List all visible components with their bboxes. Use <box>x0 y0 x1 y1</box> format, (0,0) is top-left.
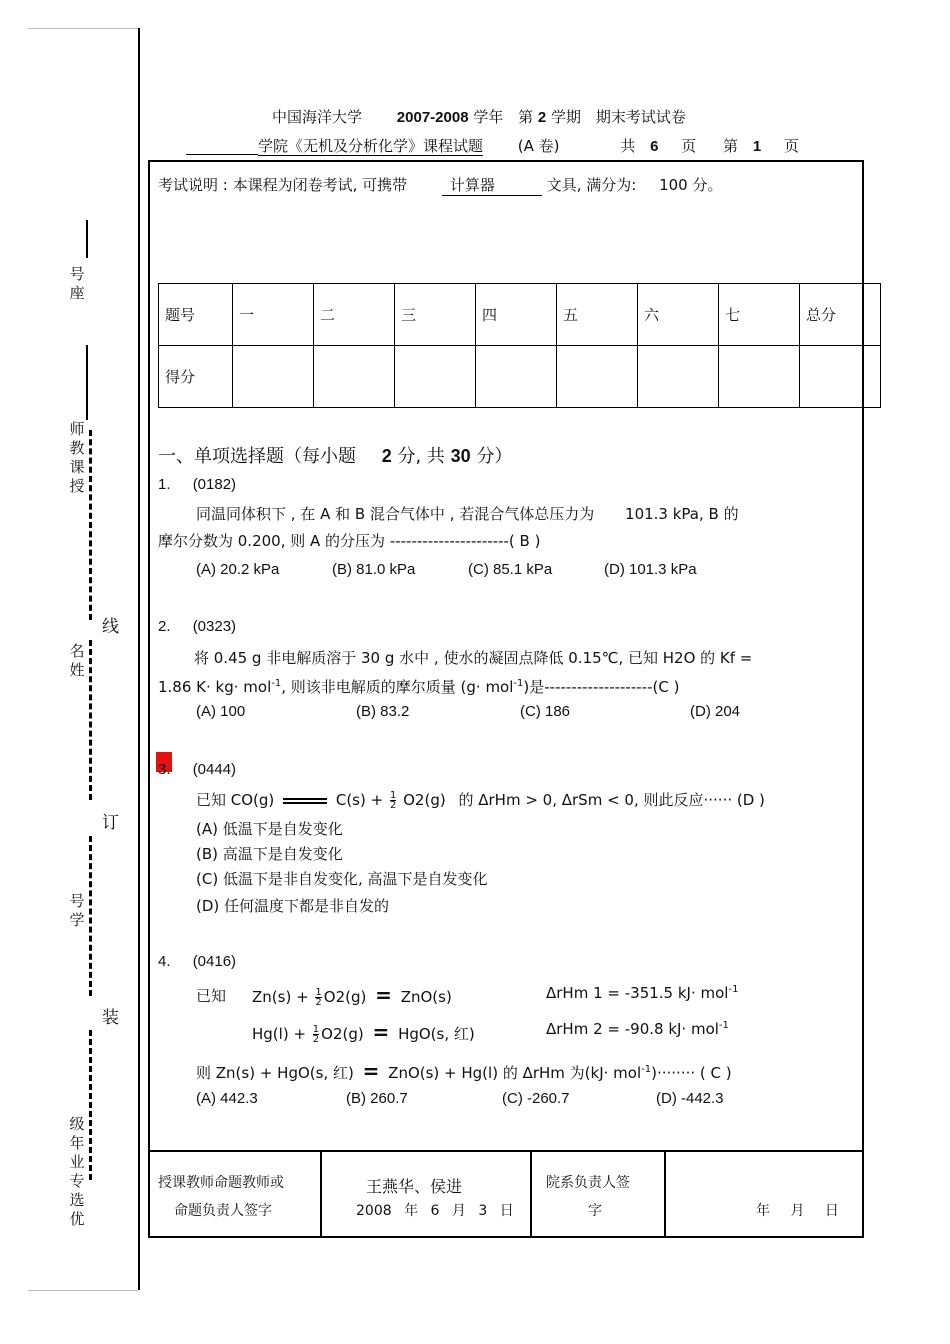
section-title-mid: 分, 共 <box>397 446 445 467</box>
q3-option-a[interactable]: (A) 低温下是自发变化 <box>196 820 343 838</box>
q3-product: C(s) + <box>335 791 384 809</box>
score-table <box>158 283 881 408</box>
cut-line-1 <box>89 430 102 620</box>
equals-sign-icon: = <box>362 1059 380 1083</box>
r2-reactants: Hg(l) + <box>252 1025 307 1043</box>
cut-line-3 <box>89 836 102 996</box>
total-pages: 6 <box>650 138 659 155</box>
equals-sign-icon: = <box>375 983 392 1007</box>
fraction-numerator: 1 <box>389 790 397 801</box>
score-row-label: 得分 <box>159 346 233 408</box>
r1-unit-exponent: -1 <box>728 984 739 995</box>
exam-title: 期末考试试卷 <box>595 108 686 126</box>
page-number: 1 <box>752 138 762 155</box>
q3-option-c[interactable]: (C) 低温下是非自发变化, 高温下是自发变化 <box>196 870 488 888</box>
q2-option-a[interactable]: (A) 100 <box>196 703 246 720</box>
section-total-points: 30 <box>450 446 471 466</box>
q4-r1-enthalpy <box>546 984 738 1002</box>
q4-option-b[interactable]: (B) 260.7 <box>346 1090 408 1107</box>
q4-answer: )········ ( C ) <box>651 1064 732 1082</box>
term-number: 2 <box>537 109 547 126</box>
r1-enthalpy-value: ΔrHm 1 = -351.5 kJ· mol <box>546 984 729 1002</box>
fraction-numerator: 1 <box>312 1024 320 1035</box>
order-label: 订 <box>102 813 119 833</box>
q4-option-d[interactable]: (D) -442.3 <box>656 1090 724 1107</box>
q2-stem-line-2 <box>158 676 679 697</box>
r2-enthalpy-value: ΔrHm 2 = -90.8 kJ· mol <box>546 1020 719 1038</box>
signature-label-line-1: 授课教师命题教师或 <box>158 1175 284 1191</box>
q2-code: (0323) <box>192 618 237 635</box>
seat-underline <box>86 220 88 258</box>
r1-oxygen: O2(g) <box>323 988 367 1006</box>
q2-unit: 1.86 K· kg· mol <box>158 678 272 696</box>
class-label: 级年业专选优 <box>69 1115 85 1228</box>
q2-stem-mid: , 则该非电解质的摩尔质量 (g· mol <box>281 678 514 696</box>
q1-stem-line-1 <box>196 503 739 524</box>
q3-stem <box>196 789 765 810</box>
q1-num: 1. <box>158 476 171 493</box>
fraction-numerator: 1 <box>315 987 322 998</box>
teacher-underline <box>86 345 88 420</box>
score-cell[interactable] <box>395 346 476 408</box>
full-score: 100 分。 <box>659 176 723 194</box>
academic-year: 2007-2008 <box>396 109 469 126</box>
r1-product: ZnO(s) <box>400 988 452 1006</box>
q1-options <box>196 561 697 578</box>
q2-option-d[interactable]: (D) 204 <box>690 703 741 720</box>
score-cell[interactable] <box>719 346 800 408</box>
dept-label-line-1: 院系负责人签 <box>546 1175 630 1191</box>
q1-option-c[interactable]: (C) 85.1 kPa <box>468 561 553 578</box>
q3-num: 3. <box>158 761 171 778</box>
score-cell[interactable] <box>314 346 395 408</box>
school-name: 中国海洋大学 <box>272 108 363 126</box>
half-fraction <box>315 988 321 1007</box>
score-header-cell: 五 <box>557 284 638 346</box>
q2-option-b[interactable]: (B) 83.2 <box>356 703 410 720</box>
score-header-cell: 总分 <box>800 284 881 346</box>
q2-stem-end: )是--------------------(C ) <box>523 678 680 696</box>
line-label: 线 <box>102 617 119 637</box>
q4-target-reactants: 则 Zn(s) + HgO(s, 红) <box>196 1064 354 1082</box>
q3-reactant: 已知 CO(g) <box>196 791 275 809</box>
page-suffix: 页 <box>783 137 799 155</box>
q4-unit-exponent: -1 <box>641 1064 652 1075</box>
r2-unit-exponent: -1 <box>718 1020 729 1031</box>
total-pages-suffix: 页 <box>681 137 697 155</box>
score-cell[interactable] <box>800 346 881 408</box>
q2-option-c[interactable]: (C) 186 <box>520 703 571 720</box>
q2-stem-line-1: 将 0.45 g 非电解质溶于 30 g 水中 , 使水的凝固点降低 0.15℃, 已知 H2O 的 Kf = <box>194 649 753 667</box>
q4-number <box>158 953 236 970</box>
score-cell[interactable] <box>476 346 557 408</box>
cut-line-4 <box>89 1030 102 1180</box>
score-table-header-row <box>159 284 881 346</box>
student-id-label: 号学 <box>69 892 85 929</box>
q4-question-line <box>196 1059 732 1083</box>
signing-date: 2008 年 6 月 3 日 <box>356 1203 514 1219</box>
signature-cell-label-a <box>148 1152 322 1236</box>
q1-number <box>158 476 236 493</box>
q1-option-a[interactable]: (A) 20.2 kPa <box>196 561 280 578</box>
term-prefix: 第 <box>518 108 534 126</box>
q4-known-label: 已知 <box>196 987 227 1005</box>
signature-cell-label-b <box>532 1152 666 1236</box>
q2-num: 2. <box>158 618 171 635</box>
q1-option-b[interactable]: (B) 81.0 kPa <box>332 561 416 578</box>
instructions-suffix: 文具, 满分为: <box>546 176 637 194</box>
term-suffix: 学期 <box>551 108 582 126</box>
score-header-cell: 一 <box>233 284 314 346</box>
q2-options <box>196 703 740 720</box>
half-fraction <box>313 1025 319 1044</box>
q4-reaction-2 <box>252 1020 475 1044</box>
q4-option-c[interactable]: (C) -260.7 <box>502 1090 570 1107</box>
q3-option-d[interactable]: (D) 任何温度下都是非自发的 <box>196 897 390 915</box>
header-line-2 <box>258 135 799 156</box>
paper-variant: (A 卷) <box>517 137 560 155</box>
q3-condition: 的 ΔrHm > 0, ΔrSm < 0, 则此反应······ (D ) <box>458 791 765 809</box>
q3-oxygen: O2(g) <box>403 791 446 809</box>
q2-unit-exponent: -1 <box>271 678 282 689</box>
r1-reactants: Zn(s) + <box>252 988 309 1006</box>
q4-options <box>196 1090 724 1107</box>
score-cell[interactable] <box>557 346 638 408</box>
q3-option-b[interactable]: (B) 高温下是自发变化 <box>196 845 343 863</box>
page-prefix: 第 <box>723 137 739 155</box>
name-label: 名姓 <box>69 642 85 679</box>
equals-sign-icon: = <box>372 1020 390 1044</box>
bind-label: 装 <box>102 1008 119 1028</box>
signature-label-line-2: 命题负责人签字 <box>174 1203 272 1219</box>
r2-oxygen: O2(g) <box>321 1025 364 1043</box>
q4-target-products: ZnO(s) + Hg(l) 的 ΔrHm 为(kJ· mol <box>388 1064 642 1082</box>
q4-r2-enthalpy <box>546 1020 729 1038</box>
score-header-cell: 六 <box>638 284 719 346</box>
seat-label: 号座 <box>69 265 85 302</box>
r2-product: HgO(s, 红) <box>398 1025 475 1043</box>
q3-code: (0444) <box>192 761 237 778</box>
q4-code: (0416) <box>192 953 237 970</box>
header-line-1 <box>272 106 686 127</box>
q4-reaction-1 <box>252 983 452 1007</box>
allowed-tool: 计算器 <box>442 174 542 196</box>
fraction-denominator: 2 <box>315 997 322 1008</box>
score-header-cell: 七 <box>719 284 800 346</box>
signature-cell-names[interactable] <box>322 1152 532 1236</box>
q1-stem-value: 101.3 kPa, B 的 <box>625 505 739 523</box>
margin-right-rule <box>138 28 140 1290</box>
margin-top-tick <box>28 28 138 29</box>
q2-unit-exponent-2: -1 <box>513 678 524 689</box>
points-per-question: 2 <box>381 446 392 466</box>
equilibrium-arrow-icon <box>283 796 327 806</box>
q1-option-d[interactable]: (D) 101.3 kPa <box>604 561 697 578</box>
cut-line-2 <box>89 640 102 800</box>
section-title-suffix: 分） <box>476 446 513 467</box>
score-header-cell: 二 <box>314 284 395 346</box>
fraction-denominator: 2 <box>312 1034 320 1045</box>
course-title: 学院《无机及分析化学》课程试题 <box>258 137 484 155</box>
q1-code: (0182) <box>192 476 237 493</box>
year-suffix: 学年 <box>473 108 504 126</box>
q3-number <box>158 761 236 778</box>
total-pages-prefix: 共 <box>620 137 636 155</box>
q4-num: 4. <box>158 953 171 970</box>
fraction-denominator: 2 <box>389 800 397 811</box>
section-title-prefix: 一、单项选择题（每小题 <box>158 446 356 467</box>
score-header-cell: 题号 <box>159 284 233 346</box>
section-1-title <box>158 442 512 468</box>
exam-instructions <box>158 174 722 196</box>
score-table-score-row <box>159 346 881 408</box>
dept-date-blank: 年 月 日 <box>756 1203 839 1219</box>
q1-stem-line-2: 摩尔分数为 0.200, 则 A 的分压为 ----------------------( B ) <box>158 532 541 550</box>
signature-cell-dept[interactable] <box>666 1152 862 1236</box>
college-blank-underline <box>186 154 258 155</box>
score-header-cell: 四 <box>476 284 557 346</box>
instructions-prefix: 考试说明 : 本课程为闭卷考试, 可携带 <box>158 176 408 194</box>
teacher-label: 师教课授 <box>69 420 85 495</box>
score-cell[interactable] <box>233 346 314 408</box>
half-fraction <box>390 791 396 810</box>
q2-number <box>158 618 236 635</box>
score-cell[interactable] <box>638 346 719 408</box>
q4-option-a[interactable]: (A) 442.3 <box>196 1090 258 1107</box>
signer-names: 王燕华、侯进 <box>366 1177 463 1196</box>
dept-label-line-2: 字 <box>588 1203 602 1219</box>
score-header-cell: 三 <box>395 284 476 346</box>
margin-bottom-tick <box>28 1290 138 1291</box>
q1-stem-text: 同温同体积下 , 在 A 和 B 混合气体中 , 若混合气体总压力为 <box>196 505 595 523</box>
